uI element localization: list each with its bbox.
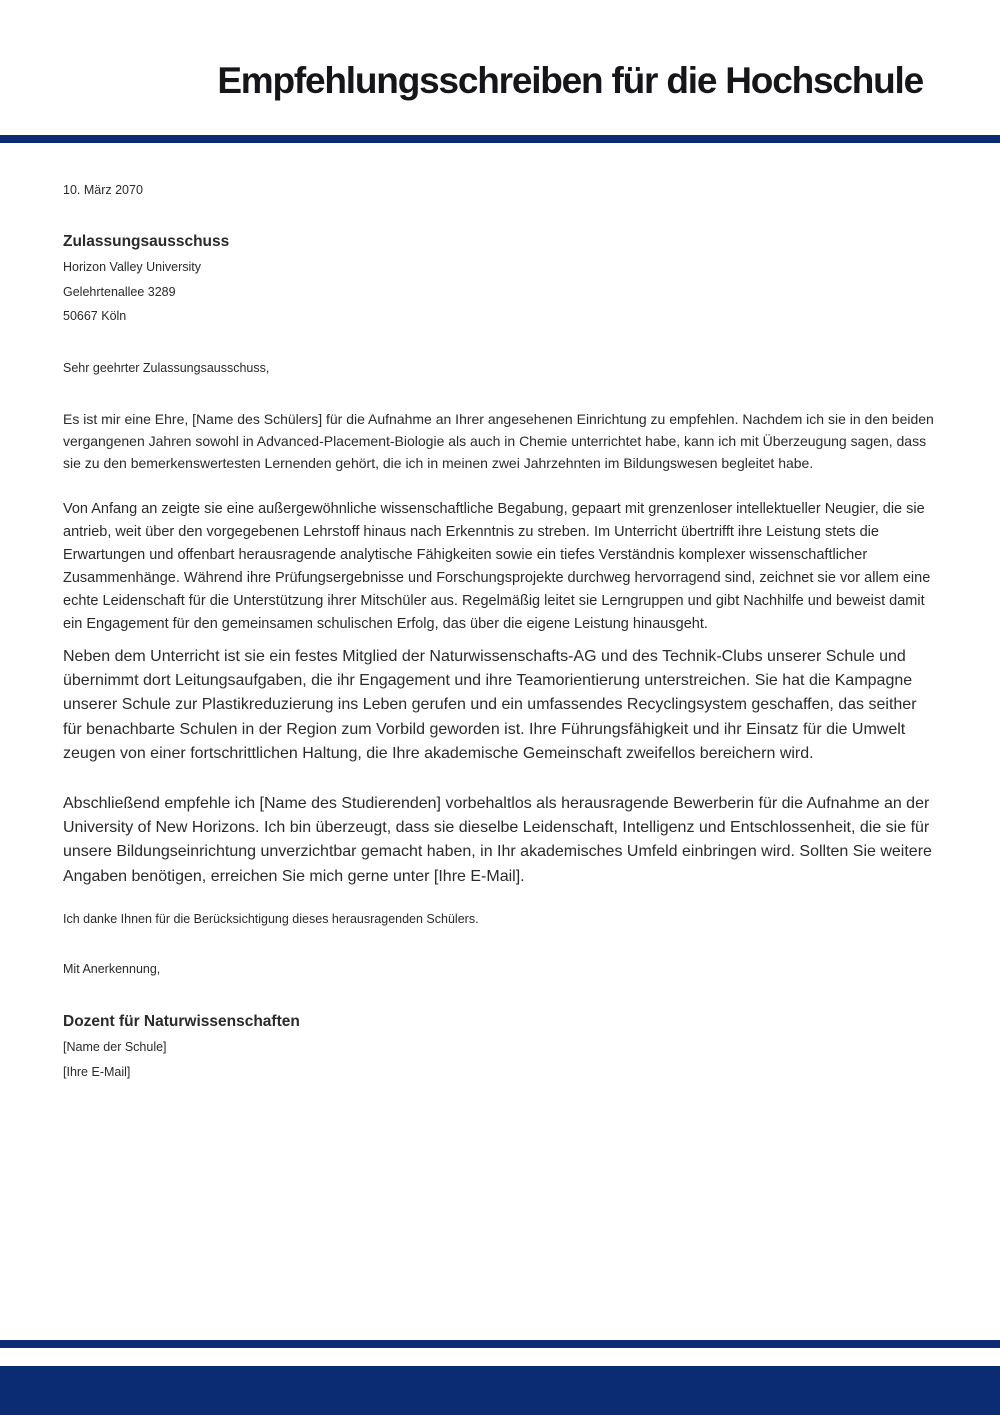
page-title: Empfehlungsschreiben für die Hochschule [217,60,923,101]
recipient-name: Zulassungsausschuss [63,233,230,250]
footer-divider [0,1340,1000,1348]
sender-block [63,1009,938,1084]
letter-body [63,178,938,1084]
thanks-line: Ich danke Ihnen für die Berücksichtigung dieses herausragenden Schülers. [63,912,479,927]
recipient-institution: Horizon Valley University [63,260,202,274]
salutation: Sehr geehrter Zulassungsausschuss, [63,360,270,375]
closing-line: Mit Anerkennung, [63,962,161,977]
header-divider [0,135,1000,143]
sender-school: [Name der Schule] [63,1040,167,1055]
paragraph-extracurricular: Neben dem Unterricht ist sie ein festes Mitglied der Naturwissenschafts-AG und des Technik-Clubs unserer Schule und übernimmt dort Leitungsaufgaben, die ihr Engagement und ihre Teamorientierung unterstreichen. Sie hat die Kampagne unserer Schule zur Plastikreduzierung ins Leben gerufen und ein umfassendes Recyclingsystem geschaffen, das seither für benachbarte Schulen in der Region zum Vorbild geworden ist. Ihre Führungsfähigkeit und ihr Einsatz für die Umwelt zeugen von einer fortschrittlichen Haltung, die Ihre akademische Gemeinschaft zweifellos bereichern wird. [63,647,917,763]
letter-date: 10. März 2070 [63,183,143,197]
footer-band [0,1366,1000,1415]
paragraph-academics: Von Anfang an zeigte sie eine außergewöhnliche wissenschaftliche Begabung, gepaart mit grenzenloser intellektueller Neugier, die sie antrieb, weit über den vorgegebenen Lehrstoff hinaus nach Erkenntnis zu streben. Im Unterricht übertrifft ihre Leistung stets die Erwartungen und offenbart herausragende analytische Fähigkeiten sowie ein tiefes Verständnis komplexer wissenschaftlicher Zusammenhänge. Während ihre Prüfungsergebnisse und Forschungsprojekte durchweg hervorragend sind, zeichnet sie vor allem eine echte Leidenschaft für die Unterstützung ihrer Mitschüler aus. Regelmäßig leitet sie Lerngruppen und gibt Nachhilfe und beweist damit ein Engagement für den gemeinsamen schulischen Erfolg, das über die eigene Leistung hinausgeht. [63,500,931,632]
recipient-city: 50667 Köln [63,309,127,323]
sender-email: [Ihre E-Mail] [63,1064,131,1079]
paragraph-conclusion: Abschließend empfehle ich [Name des Studierenden] vorbehaltlos als herausragende Bewerberin für die Aufnahme an der University of New Horizons. Ich bin überzeugt, dass sie dieselbe Leidenschaft, Intelligenz und Entschlossenheit, die sie für unsere Bildungseinrichtung unverzichtbar gemacht haben, in Ihr akademisches Umfeld einbringen wird. Sollten Sie weitere Angaben benötigen, erreichen Sie mich gerne unter [Ihre E-Mail]. [63,794,932,885]
sender-title: Dozent für Naturwissenschaften [63,1013,300,1031]
recipient-block [63,229,938,329]
recipient-street: Gelehrtenallee 3289 [63,284,176,299]
paragraph-intro: Es ist mir eine Ehre, [Name des Schülers] für die Aufnahme an Ihrer angesehenen Einrichtung zu empfehlen. Nachdem ich sie in den beiden vergangenen Jahren sowohl in Advanced-Placement-Biologie als auch in Chemie unterrichtet habe, kann ich mit Überzeugung sagen, dass sie zu den bemerkenswertesten Lernenden gehört, die ich in meinen zwei Jahrzehnten im Bildungswesen begleitet habe. [63,410,934,471]
